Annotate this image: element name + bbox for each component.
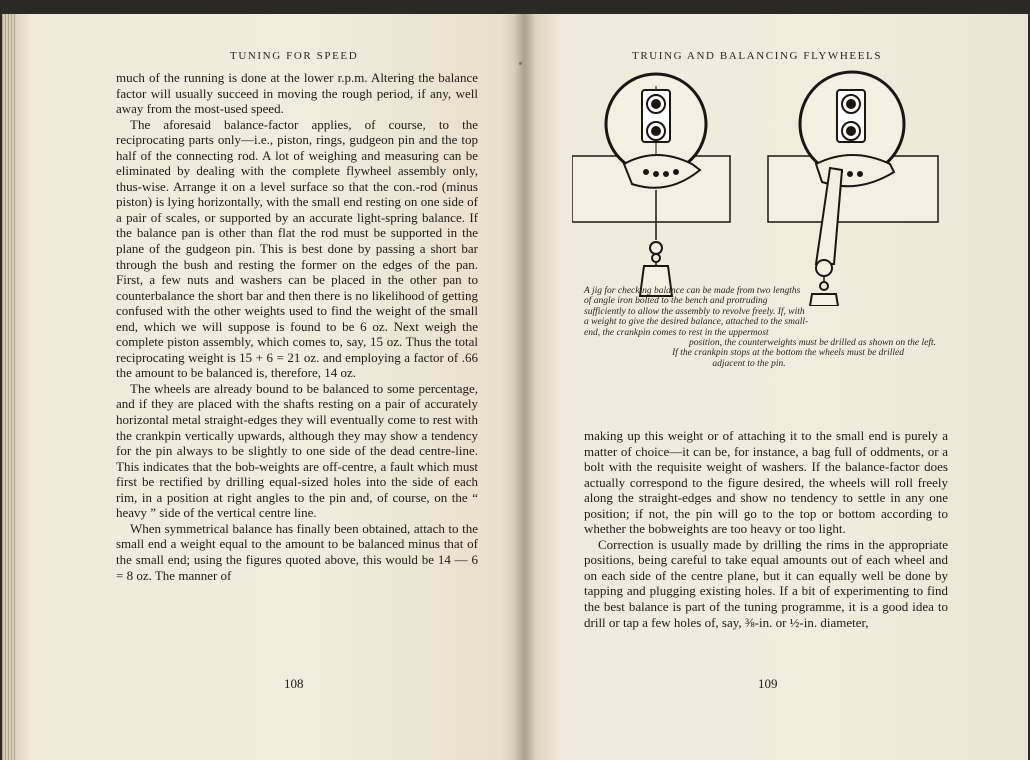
paragraph: much of the running is done at the lower r.p.m. Altering the balance factor will usually succeed in moving the rough period, if any, well away from the most-used speed. (116, 70, 478, 117)
paragraph: The wheels are already bound to be balanced to some percentage, and if they are placed with the shafts resting on a pair of accurately horizontal metal straight-edges they will eventually come to rest with the crankpin vertically upwards, although they may show a tendency for the pin always to be slightly to one side of the dead centre-line. This indicates that the bob-weights are off-centre, a fault which must first be rectified by drilling equal-sized holes into the side of each rim, in a position at right angles to the pin and, of course, on the “ heavy ” side of the vertical centre line. (116, 380, 478, 521)
page-number-right: 109 (758, 676, 778, 691)
gutter-mark (519, 62, 522, 65)
caption-line: If the crankpin stops at the bottom the wheels must be drilled (672, 348, 904, 359)
caption-line: position, the counterweights must be drilled as shown on the left. (689, 338, 936, 349)
paragraph: When symmetrical balance has finally been obtained, attach to the small end a weight equal to the amount to be balanced minus that of the small end; using the figures quoted above, this would be 14 — 6 = 8 oz. The manner of (116, 520, 478, 583)
running-head-right: TRUING AND BALANCING FLYWHEELS (632, 50, 883, 62)
book-gutter (514, 14, 536, 760)
jig-right-figure (768, 72, 938, 306)
balancing-jig-illustration (572, 68, 952, 306)
caption-line: A jig for checking balance can be made from two lengths of angle iron bolted to the bench and protruding sufficiently to allow the assembly to revolve freely. If, with a weight to give the desired balance, attached to the small-end, the crankpin comes to rest in the uppermost (584, 286, 809, 338)
left-page (2, 14, 522, 760)
page-number-left: 108 (284, 676, 304, 691)
right-page-body (584, 428, 948, 630)
right-page (522, 14, 1028, 760)
book-spread (2, 14, 1028, 760)
running-head-left: TUNING FOR SPEED (230, 50, 359, 62)
paragraph: making up this weight or of attaching it to the small end is purely a matter of choice—it can be, for instance, a bag full of oddments, or a bolt with the requisite weight of washers. If the balance-factor does actually correspond to the figure desired, the wheels will roll freely along the straight-edges and show no tendency to settle in any one position; if not, the pin will go to the top or bottom according to whether the bobweights are too heavy or too light. (584, 428, 948, 537)
paragraph: Correction is usually made by drilling the rims in the appropriate positions, being careful to take equal amounts out of each wheel and on each side of the centre plane, but it can equally well be done by tapping and plugging existing holes. If a bit of experimenting to find the best balance is part of the tuning programme, it is a good idea to drill or tap a few holes of, say, ⅜-in. or ½-in. diameter, (584, 536, 948, 630)
page-edges (2, 14, 16, 760)
jig-left-figure (572, 74, 730, 296)
left-page-body (116, 70, 478, 583)
paragraph: The aforesaid balance-factor applies, of course, to the reciprocating parts only—i.e., piston, rings, gudgeon pin and the top half of the connecting rod. A lot of weighing and measuring can be eliminated by dealing with the complete flywheel assembly only, thus-wise. Arrange it on a level surface so that the con.-rod (minus piston) is lying horizontally, with the small end resting on one side of a pair of scales, or supported by an accurate light-spring balance. If the balance pan is other than flat the rod must be supported in the plane of the gudgeon pin. This is best done by passing a short bar through the bush and resting the former on the edges of the pan. First, a few nuts and washers can be placed in the other pan to counterbalance the short bar and then there is no likelihood of getting confused with the other weights used to find the weight of the small end, which we will suppose is found to be 6 oz. Next weigh the complete piston assembly, which comes to, say, 15 oz. Thus the total reciprocating weight is 15 + 6 = 21 oz. and employing a factor of .66 the amount to be balanced is, therefore, 14 oz. (116, 116, 478, 381)
caption-line: adjacent to the pin. (712, 358, 786, 369)
figure-caption (584, 286, 944, 369)
